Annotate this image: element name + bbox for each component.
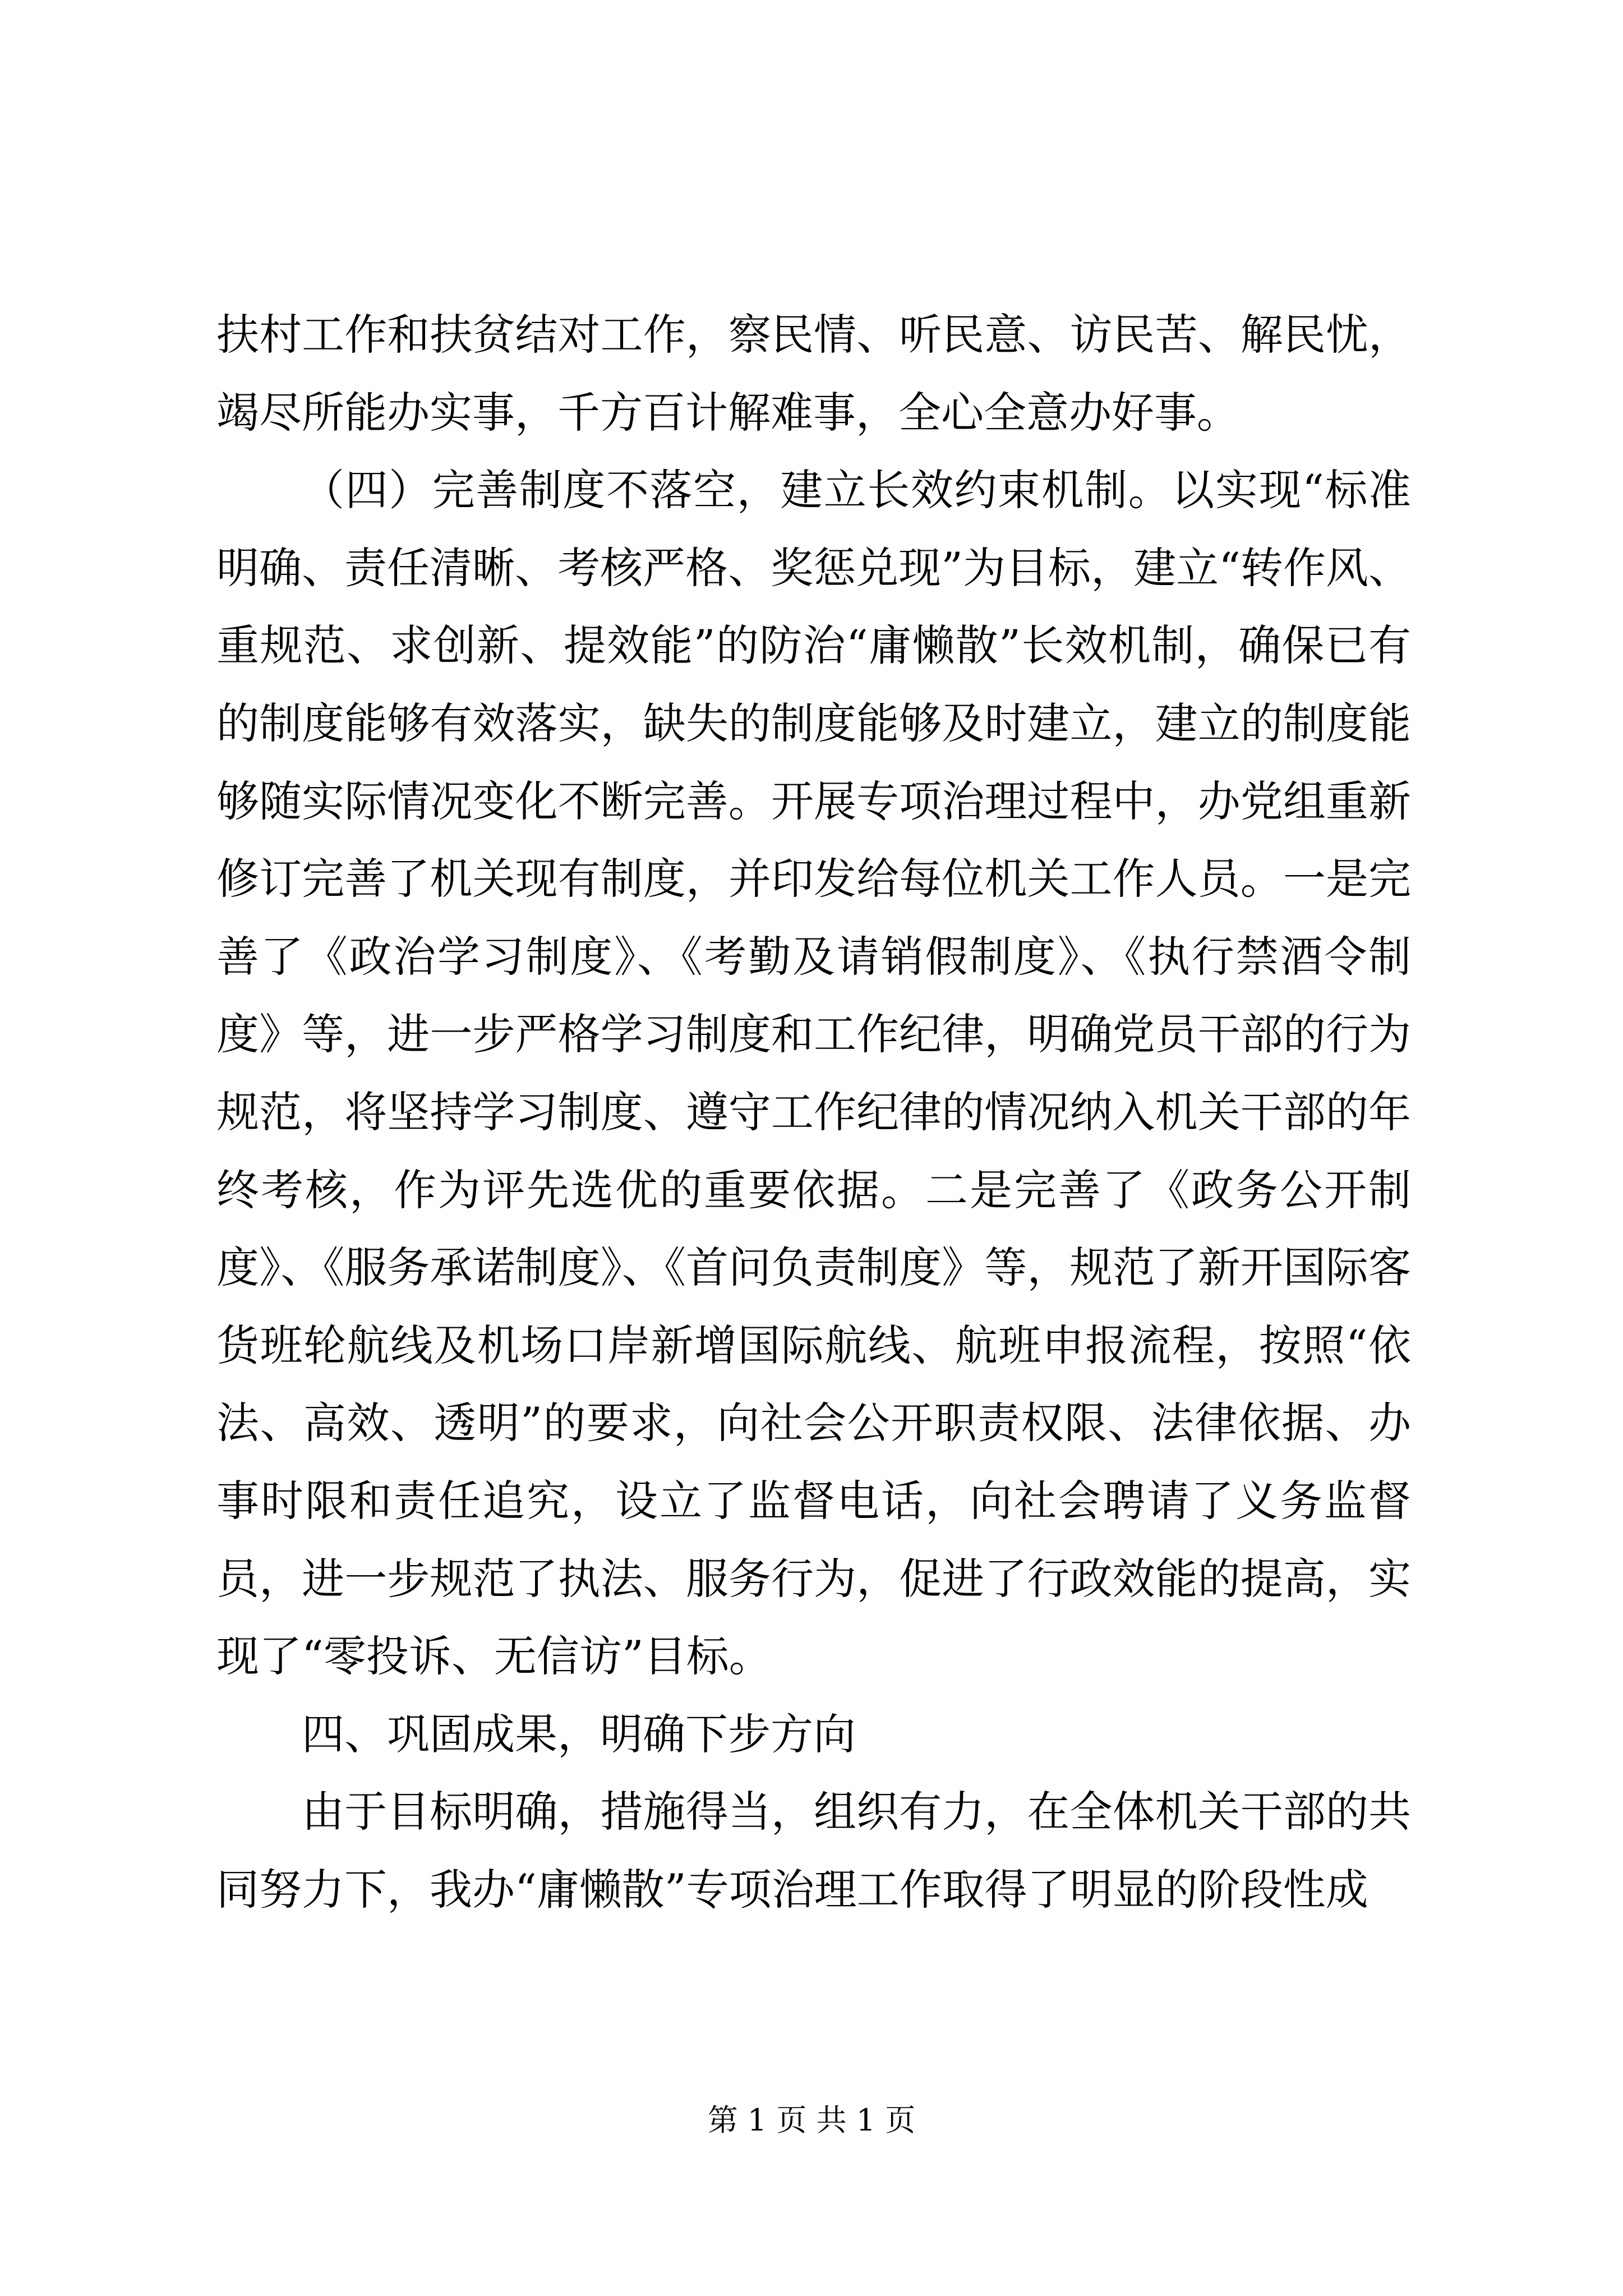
section-heading: 四、巩固成果，明确下步方向	[302, 1709, 856, 1759]
paragraph-3: 由于目标明确，措施得当，组织有力，在全体机关干部的共同努力下，我办“庸懒散”专项治理工作取得了明显的阶段性成	[216, 1787, 1411, 1915]
page-footer: 第 1 页 共 1 页	[707, 2102, 916, 2138]
paragraph-2: （四）完善制度不落空，建立长效约束机制。以实现“标准明确、责任清晰、考核严格、奖惩兑现”为目标，建立“转作风、重规范、求创新、提效能”的防治“庸懒散”长效机制，确保已有的制度能够有效落实，缺失的制度能够及时建立，建立的制度能够随实际情况变化不断完善。开展专项治理过程中，办党组重新修订完善了机关现有制度，并印发给每位机关工作人员。一是完善了《政治学习制度》、《考勤及请销假制度》、《执行禁酒令制度》等，进一步严格学习制度和工作纪律，明确党员干部的行为规范，将坚持学习制度、遵守工作纪律的情况纳入机关干部的年终考核，作为评先选优的重要依据。二是完善了《政务公开制度》、《服务承诺制度》、《首问负责制度》等，规范了新开国际客货班轮航线及机场口岸新增国际航线、航班申报流程，按照“依法、高效、透明”的要求，向社会公开职责权限、法律依据、办事时限和责任追究，设立了监督电话，向社会聘请了义务监督员，进一步规范了执法、服务行为，促进了行政效能的提高，实现了“零投诉、无信访”目标。	[216, 465, 1411, 1682]
document-body	[216, 296, 1411, 1929]
paragraph-1: 扶村工作和扶贫结对工作，察民情、听民意、访民苦、解民忧，竭尽所能办实事，千方百计解难事，全心全意办好事。	[216, 310, 1411, 438]
